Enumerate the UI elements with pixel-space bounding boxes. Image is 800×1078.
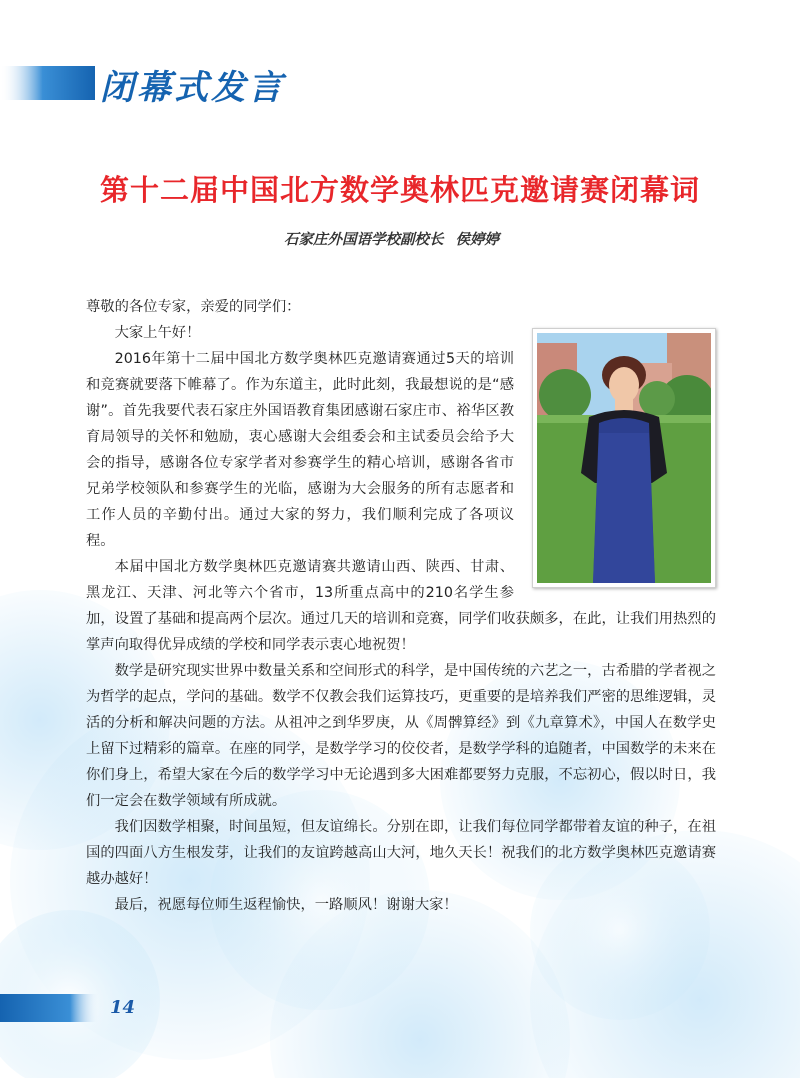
author-line (284, 228, 499, 249)
page-number: 14 (110, 997, 136, 1018)
salutation: 尊敬的各位专家，亲爱的同学们： (86, 299, 301, 315)
paragraph: 大家上午好！ (114, 325, 201, 341)
paragraph: 数学是研究现实世界中数量关系和空间形式的科学，是中国传统的六艺之一，古希腊的学者视之为哲学的起点，学问的基础。数学不仅教会我们运算技巧，更重要的是培养我们严密的思维逻辑，灵活的分析和解决问题的方法。从祖冲之到华罗庚，从《周髀算经》到《九章算术》，中国人在数学史上留下过精彩的篇章。在座的同学，是数学学习的佼佼者，是数学学科的追随者，中国数学的未来在你们身上，希望大家在今后的数学学习中无论遇到多大困难都要努力克服，不忘初心，假以时日，我们一定会在数学领域有所成就。 (86, 663, 716, 809)
article-title: 第十二届中国北方数学奥林匹克邀请赛闭幕词 (99, 173, 700, 207)
section-header-bar (0, 66, 95, 100)
paragraph: 本届中国北方数学奥林匹克邀请赛共邀请山西、陕西、甘肃、黑龙江、天津、河北等六个省市，13所重点高中的210名学生参加，设置了基础和提高两个层次。通过几天的培训和竞赛，同学们收获颇多，在此，让我们用热烈的掌声向取得优异成绩的学校和同学表示衷心地祝贺！ (86, 559, 716, 653)
author-photo (532, 328, 716, 588)
paragraph: 最后，祝愿每位师生返程愉快，一路顺风！谢谢大家！ (114, 897, 458, 913)
paragraph: 我们因数学相聚，时间虽短，但友谊绵长。分别在即，让我们每位同学都带着友谊的种子，在祖国的四面八方生根发芽，让我们的友谊跨越高山大河，地久天长！祝我们的北方数学奥林匹克邀请赛越办越好！ (86, 819, 716, 887)
section-title: 闭幕式发言 (100, 68, 285, 108)
author-name: 侯婷婷 (455, 231, 499, 248)
article-body (86, 294, 716, 918)
paragraph: 2016年第十二届中国北方数学奥林匹克邀请赛通过5天的培训和竞赛就要落下帷幕了。作为东道主，此时此刻，我最想说的是“感谢”。首先我要代表石家庄外国语教育集团感谢石家庄市、裕华区教育局领导的关怀和勉励，衷心感谢大会组委会和主试委员会给予大会的指导，感谢各位专家学者对参赛学生的精心培训，感谢各省市兄弟学校领队和参赛学生的光临，感谢为大会服务的所有志愿者和工作人员的辛勤付出。通过大家的努力，我们顺利完成了各项议程。 (86, 351, 514, 549)
author-affiliation: 石家庄外国语学校副校长 (284, 231, 444, 248)
